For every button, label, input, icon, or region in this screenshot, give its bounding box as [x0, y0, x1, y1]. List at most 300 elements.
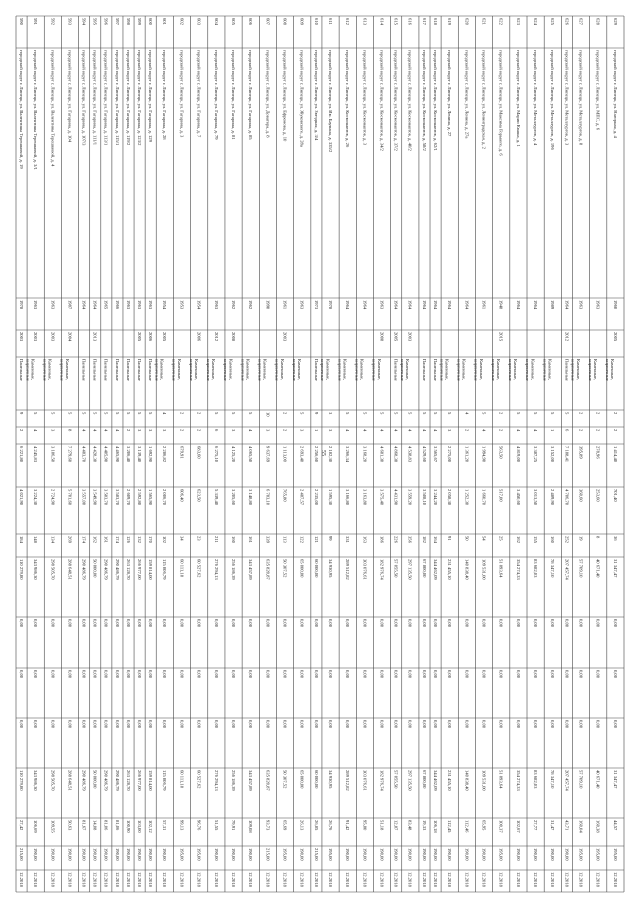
cell-cost-per-sqm: 109,08: [248, 820, 254, 833]
cell-no: 621: [481, 18, 487, 25]
cell-residents: 356: [407, 536, 413, 543]
cell-cost-other: 0,00: [265, 720, 271, 729]
cell-year-built: 1963: [213, 300, 219, 310]
cell-wall-material: Панельные: [432, 359, 438, 381]
cell-max-cost-per-sqm: 190,00: [393, 848, 399, 861]
cell-cost-owner: 0,00: [362, 670, 368, 679]
cell-cost-fund: 0,00: [550, 619, 556, 628]
cell-deadline: 12.2018: [125, 872, 131, 887]
cell-cost-owner-total: 140 838,40: [464, 770, 470, 791]
cell-total-area: 4 125,20: [230, 446, 236, 463]
cell-cost-owner-total: 109 531,00: [481, 770, 487, 791]
cell-wall-material: Панельные: [103, 359, 109, 381]
cell-address: городской округ г. Липецк, ул. Ленинградская, д. 2: [481, 50, 487, 149]
cell-residents: 252: [564, 536, 570, 543]
table-row: [114, 18, 120, 888]
cell-cost-other: 0,00: [532, 720, 538, 729]
cell-address: городской округ г. Липецк, ул. Нагорная, д. 4: [612, 50, 618, 138]
cell-residents: 102: [162, 536, 168, 543]
cell-max-cost-per-sqm: 190,00: [125, 848, 131, 861]
cell-no: 623: [515, 18, 521, 25]
cell-cost-owner-total: 256 186,39: [230, 770, 236, 791]
cell-floors: 5: [550, 412, 556, 415]
cell-total-area: 2 275,00: [447, 446, 453, 463]
cell-floors: 3: [327, 412, 333, 415]
table-row: [563, 18, 569, 888]
cell-total-area: 3 139,40: [136, 446, 142, 463]
cell-cost-owner: 0,00: [196, 670, 202, 679]
cell-address: городской округ г. Липецк, ул. Жуковского, д. 28а: [299, 50, 305, 147]
cell-wall-material: Каменные,кирпичные: [25, 359, 36, 381]
cell-deadline: 12.2018: [407, 872, 413, 887]
cell-cost-per-sqm: 112,46: [464, 820, 470, 833]
cell-cost-owner-total: 289 512,82: [345, 770, 351, 791]
cell-total-area: 4 529,60: [421, 446, 427, 463]
cell-deadline: 12.2018: [550, 872, 556, 887]
cell-year-renovated: 2003: [33, 332, 39, 342]
cell-living-area: 1 252,30: [464, 489, 470, 506]
cell-deadline: 12.2018: [265, 872, 271, 887]
cell-cost-owner-total: 60 111,18: [179, 770, 185, 789]
cell-residents: 99: [327, 536, 333, 541]
cell-living-area: 2 058,30: [447, 489, 453, 506]
cell-deadline: 12.2018: [282, 872, 288, 887]
cell-floors: 9: [313, 412, 319, 415]
cell-max-cost-per-sqm: 190,00: [550, 848, 556, 861]
cell-year-built: 1978: [18, 300, 24, 310]
cell-address: городской округ г. Липецк, ул. Гагарина, д. 107/3: [81, 50, 87, 146]
cell-deadline: 12.2018: [447, 872, 453, 887]
cell-cost-per-sqm: 81,06: [114, 820, 120, 831]
cell-cost-owner: 0,00: [550, 670, 556, 679]
cell-living-area: 2 489,90: [550, 489, 556, 506]
cell-living-area: 2 235,00: [313, 489, 319, 506]
cell-residents: 50: [464, 536, 470, 541]
cell-cost-total: 51 893,64: [498, 559, 504, 578]
cell-cost-owner-total: 344 462,09: [432, 770, 438, 791]
cell-cost-owner: 0,00: [515, 670, 521, 679]
cell-year-built: 1966: [114, 300, 120, 310]
cell-living-area: 765,80: [282, 489, 288, 502]
cell-no: 624: [532, 18, 538, 25]
cell-cost-other: 0,00: [282, 720, 288, 729]
cell-cost-fund: 0,00: [432, 619, 438, 628]
cell-cost-per-sqm: 81,06: [103, 820, 109, 831]
cell-cost-owner: 0,00: [162, 670, 168, 679]
cell-living-area: 2 592,80: [136, 489, 142, 506]
cell-floors: 5: [515, 412, 521, 415]
cell-total-area: 4 681,30: [379, 446, 385, 463]
cell-year-renovated: 2012: [564, 332, 570, 342]
cell-address: городской округ г. Липецк, ул. Гагарина, д. 113/1: [103, 50, 109, 146]
cell-cost-fund: 0,00: [148, 619, 154, 628]
cell-living-area: 606,40: [179, 489, 185, 502]
cell-entrances: 2: [196, 429, 202, 432]
cell-floors: 5: [114, 412, 120, 415]
cell-max-cost-per-sqm: 190,00: [421, 848, 427, 861]
cell-no: 622: [498, 18, 504, 25]
cell-entrances: 3: [50, 429, 56, 432]
cell-wall-material: Каменные,кирпичные: [399, 359, 411, 381]
cell-address: городской округ г. Липецк, ул. Гагарина, д. 119/2: [125, 50, 131, 146]
cell-floors: 5: [379, 412, 385, 415]
cell-entrances: 4: [362, 429, 368, 432]
cell-no: 599: [136, 18, 142, 25]
cell-year-renovated: 2006: [196, 332, 202, 342]
cell-entrances: 3: [230, 429, 236, 432]
cell-entrances: 4: [432, 429, 438, 432]
cell-living-area: 3 508,10: [421, 489, 427, 506]
cell-cost-per-sqm: 65,69: [282, 820, 288, 831]
cell-residents: 134: [50, 536, 56, 543]
cell-cost-fund: 0,00: [421, 619, 427, 628]
cell-cost-per-sqm: 91,42: [345, 820, 351, 831]
cell-deadline: 12.2018: [578, 872, 584, 887]
cell-address: городской округ г. Липецк, ул. Космонавтов, д. 58/2: [421, 50, 427, 151]
cell-living-area: 3 166,80: [345, 489, 351, 506]
cell-address: городской округ г. Липецк, ул. Гагарина, д. 123/2: [136, 50, 142, 146]
cell-no: 593: [67, 18, 73, 25]
cell-address: городской округ г. Липецк, ул. Гагарина, д. 111/1: [92, 50, 98, 146]
cell-wall-material: Каменные,кирпичные: [473, 359, 484, 381]
cell-wall-material: Каменные,кирпичные: [188, 359, 199, 381]
table-row: [103, 18, 109, 888]
cell-wall-material: Панельные: [148, 359, 154, 381]
cell-no: 591: [33, 18, 39, 25]
cell-cost-owner: 0,00: [248, 670, 254, 679]
cell-deadline: 12.2018: [92, 872, 98, 887]
cell-year-renovated: 2015: [498, 332, 504, 342]
cell-cost-per-sqm: 95,80: [362, 820, 368, 831]
cell-cost-total: 60 111,18: [179, 559, 185, 578]
cell-cost-fund: 0,00: [532, 619, 538, 628]
cell-living-area: 4 431,90: [393, 489, 399, 506]
cell-cost-total: 67 800,00: [421, 559, 427, 578]
cell-floors: 5: [532, 412, 538, 415]
cell-floors: 5: [136, 412, 142, 415]
cell-no: 610: [313, 18, 319, 25]
cell-cost-per-sqm: 109,55: [50, 820, 56, 833]
cell-cost-other: 0,00: [248, 720, 254, 729]
cell-year-built: 1962: [230, 300, 236, 310]
cell-max-cost-per-sqm: 190,00: [345, 848, 351, 861]
cell-living-area: 5 701,60: [67, 489, 73, 506]
cell-cost-owner: 0,00: [125, 670, 131, 679]
cell-max-cost-per-sqm: 195,00: [179, 848, 185, 861]
cell-wall-material: Панельные: [313, 359, 319, 381]
cell-living-area: 3 148,80: [248, 489, 254, 506]
cell-cost-total: 303 076,61: [362, 559, 368, 580]
cell-cost-owner: 0,00: [564, 670, 570, 679]
cell-cost-total: 109 531,00: [481, 559, 487, 580]
cell-cost-owner-total: 115 006,79: [162, 770, 168, 791]
cell-entrances: 4: [81, 429, 87, 432]
cell-cost-fund: 0,00: [18, 619, 24, 628]
cell-cost-owner-total: 78 347,10: [550, 770, 556, 789]
cell-max-cost-per-sqm: 190,00: [92, 848, 98, 861]
cell-entrances: 6: [564, 429, 570, 432]
cell-entrances: 2: [125, 429, 131, 432]
cell-year-built: 1960: [612, 300, 618, 310]
cell-cost-fund: 0,00: [393, 619, 399, 628]
cell-cost-total: 343 986,30: [33, 559, 39, 580]
cell-year-built: 1963: [50, 300, 56, 310]
cell-deadline: 12.2018: [421, 872, 427, 887]
cell-cost-per-sqm: 102,12: [148, 820, 154, 833]
cell-total-area: 7 279,60: [67, 446, 73, 463]
cell-wall-material: Каменные,кирпичные: [525, 359, 536, 381]
cell-living-area: 6 783,10: [265, 489, 271, 506]
cell-cost-owner: 0,00: [299, 670, 305, 679]
cell-deadline: 12.2018: [612, 872, 618, 887]
cell-cost-owner-total: 31 347,47: [612, 770, 618, 789]
cell-max-cost-per-sqm: 190,00: [81, 848, 87, 861]
cell-cost-fund: 0,00: [299, 619, 305, 628]
cell-year-built: 1964: [92, 300, 98, 310]
cell-year-renovated: 2003: [18, 332, 24, 342]
cell-address: городской округ г. Липецк, ул. Космонавтов, д. 34/2: [379, 50, 385, 151]
cell-year-built: 1961: [481, 300, 487, 310]
cell-total-area: 3 387,25: [532, 446, 538, 463]
cell-deadline: 12.2018: [564, 872, 570, 887]
cell-total-area: 1 692,90: [148, 446, 154, 463]
cell-no: 620: [464, 18, 470, 25]
cell-deadline: 12.2018: [67, 872, 73, 887]
cell-cost-owner-total: 67 800,00: [421, 770, 427, 789]
cell-entrances: 3: [136, 429, 142, 432]
cell-total-area: 4 405,90: [103, 446, 109, 463]
cell-address: городской округ г. Липецк, ул. Металлургов, д. 3: [564, 50, 570, 146]
cell-year-renovated: 2003: [407, 332, 413, 342]
cell-cost-total: 288 648,51: [67, 559, 73, 580]
cell-cost-fund: 0,00: [515, 619, 521, 628]
cell-cost-per-sqm: 160,38: [595, 820, 601, 833]
cell-max-cost-per-sqm: 190,00: [447, 848, 453, 861]
cell-cost-fund: 0,00: [230, 619, 236, 628]
cell-year-built: 1963: [578, 300, 584, 310]
cell-deadline: 12.2018: [345, 872, 351, 887]
cell-living-area: 2 006,70: [162, 489, 168, 506]
cell-floors: 5: [103, 412, 109, 415]
cell-total-area: 4 465,90: [114, 446, 120, 463]
cell-address: городской округ г. Липецк, ул. Космонавтов, д. 40/2: [407, 50, 413, 151]
table-row: [313, 18, 319, 888]
cell-wall-material: Каменные,кирпичные: [205, 359, 217, 381]
cell-address: городской округ г. Липецк, ул. Гагарина, д. 115/1: [114, 50, 120, 146]
cell-entrances: 4: [103, 429, 109, 432]
cell-entrances: 3: [265, 429, 271, 432]
cell-deadline: 12.2018: [114, 872, 120, 887]
cell-no: 618: [432, 18, 438, 25]
cell-deadline: 12.2018: [464, 872, 470, 887]
cell-cost-per-sqm: 79,91: [230, 820, 236, 831]
cell-living-area: 5 339,40: [213, 489, 219, 506]
cell-cost-other: 0,00: [125, 720, 131, 729]
cell-cost-other: 0,00: [18, 720, 24, 729]
cell-address: городской округ г. Липецк, ул. Максима Горького, д. 6: [498, 50, 504, 156]
cell-cost-owner: 0,00: [265, 670, 271, 679]
cell-cost-other: 0,00: [114, 720, 120, 729]
cell-total-area: 1 994,90: [481, 446, 487, 463]
cell-residents: 339: [265, 536, 271, 543]
cell-entrances: 3: [447, 429, 453, 432]
cell-cost-owner: 0,00: [282, 670, 288, 679]
cell-cost-fund: 0,00: [67, 619, 73, 628]
cell-cost-owner-total: 182 976,74: [379, 770, 385, 791]
cell-cost-owner: 0,00: [612, 670, 618, 679]
cell-year-built: 1963: [299, 300, 305, 310]
cell-no: 597: [114, 18, 120, 25]
cell-floors: 10: [265, 412, 271, 417]
cell-no: 628: [595, 18, 601, 25]
cell-total-area: 563,50: [498, 446, 504, 459]
cell-cost-owner: 0,00: [421, 670, 427, 679]
cell-cost-owner: 0,00: [114, 670, 120, 679]
cell-cost-other: 0,00: [464, 720, 470, 729]
cell-cost-total: 60 000,00: [313, 559, 319, 578]
cell-cost-total: 256 186,39: [230, 559, 236, 580]
cell-cost-owner-total: 51 893,64: [498, 770, 504, 789]
cell-no: 594: [81, 18, 87, 25]
cell-entrances: 4: [33, 429, 39, 432]
cell-cost-owner-total: 290 486,79: [81, 770, 87, 791]
cell-no: 596: [103, 18, 109, 25]
cell-max-cost-per-sqm: 190,00: [362, 848, 368, 861]
cell-total-area: 3 206,40: [125, 446, 131, 463]
cell-residents: 162: [92, 536, 98, 543]
cell-year-renovated: 2005: [393, 332, 399, 342]
cell-deadline: 12.2018: [595, 872, 601, 887]
cell-cost-owner: 0,00: [81, 670, 87, 679]
cell-deadline: 12.2018: [50, 872, 56, 887]
cell-wall-material: Каменные,кирпичные: [508, 359, 519, 381]
table-row: [92, 18, 98, 888]
cell-cost-per-sqm: 26,76: [327, 820, 333, 831]
cell-cost-owner: 0,00: [447, 670, 453, 679]
cell-cost-total: 83 682,03: [532, 559, 538, 578]
cell-deadline: 12.2018: [136, 872, 142, 887]
cell-wall-material: Каменные,кирпичные: [570, 359, 581, 381]
cell-address: городской округ г. Липецк, ул. Им. Баумана, д. 335/2: [327, 50, 333, 153]
cell-entrances: 4: [114, 429, 120, 432]
cell-cost-fund: 0,00: [81, 619, 87, 628]
cell-cost-other: 0,00: [432, 720, 438, 729]
cell-year-renovated: 2006: [148, 332, 154, 342]
cell-cost-per-sqm: 43,71: [564, 820, 570, 831]
cell-no: 607: [265, 18, 271, 25]
cell-year-built: 1963: [125, 300, 131, 310]
cell-residents: 91: [447, 536, 453, 541]
cell-cost-other: 0,00: [67, 720, 73, 729]
cell-cost-owner-total: 290 486,79: [114, 770, 120, 791]
cell-wall-material: Панельные: [421, 359, 427, 381]
cell-total-area: 1 113,00: [282, 446, 288, 462]
cell-cost-owner: 0,00: [33, 670, 39, 679]
cell-residents: 164: [432, 536, 438, 543]
cell-cost-owner-total: 60 527,62: [196, 770, 202, 789]
cell-cost-owner-total: 354 274,33: [515, 770, 521, 791]
cell-cost-owner: 0,00: [532, 670, 538, 679]
cell-cost-owner-total: 57 709,10: [578, 770, 584, 789]
cell-year-renovated: 2005: [612, 332, 618, 342]
cell-cost-other: 0,00: [213, 720, 219, 729]
cell-cost-fund: 0,00: [327, 619, 333, 628]
cell-cost-total: 60 527,62: [196, 559, 202, 578]
cell-wall-material: Каменные,кирпичные: [542, 359, 553, 381]
cell-year-built: 1962: [248, 300, 254, 310]
cell-year-built: 1964: [432, 300, 438, 310]
cell-cost-fund: 0,00: [213, 619, 219, 628]
cell-total-area: 3 565,67: [432, 446, 438, 463]
cell-cost-other: 0,00: [612, 720, 618, 729]
cell-max-cost-per-sqm: 195,00: [196, 848, 202, 861]
cell-cost-fund: 0,00: [114, 619, 120, 628]
cell-residents: 160: [550, 536, 556, 543]
cell-cost-per-sqm: 83,48: [407, 820, 413, 831]
cell-total-area: 3 186,50: [50, 446, 56, 463]
cell-floors: 2: [498, 412, 504, 415]
cell-entrances: 4: [421, 429, 427, 432]
cell-max-cost-per-sqm: 195,00: [282, 848, 288, 861]
cell-cost-other: 0,00: [313, 720, 319, 729]
cell-year-built: 1963: [136, 300, 142, 310]
cell-living-area: 2 609,70: [125, 489, 131, 506]
cell-cost-fund: 0,00: [33, 619, 39, 628]
cell-cost-other: 0,00: [50, 720, 56, 729]
cell-max-cost-per-sqm: 190,00: [230, 848, 236, 861]
cell-no: 617: [421, 18, 427, 25]
cell-residents: 163: [362, 536, 368, 543]
cell-floors: 2: [578, 412, 584, 415]
cell-cost-owner: 0,00: [67, 670, 73, 679]
cell-residents: 211: [213, 536, 219, 543]
cell-cost-owner-total: 231 455,10: [447, 770, 453, 791]
cell-residents: 34: [179, 536, 185, 541]
cell-floors: 5: [447, 412, 453, 415]
cell-living-area: 3 575,40: [379, 489, 385, 506]
cell-deadline: 12.2018: [327, 872, 333, 887]
cell-floors: 2: [612, 412, 618, 415]
cell-year-renovated: 2003: [282, 332, 288, 342]
cell-cost-owner: 0,00: [379, 670, 385, 679]
cell-entrances: 2: [612, 429, 618, 432]
cell-residents: 174: [81, 536, 87, 543]
cell-total-area: 4 245,83: [33, 446, 39, 463]
cell-year-built: 1964: [421, 300, 427, 310]
cell-cost-total: 140 838,40: [464, 559, 470, 580]
cell-residents: 161: [248, 536, 254, 543]
cell-total-area: 3 152,00: [550, 446, 556, 463]
cell-cost-fund: 0,00: [481, 619, 487, 628]
cell-entrances: 4: [248, 429, 254, 432]
cell-residents: 170: [148, 536, 154, 543]
cell-max-cost-per-sqm: 190,00: [407, 848, 413, 861]
cell-wall-material: Панельные: [114, 359, 120, 381]
cell-total-area: 2 256,60: [313, 446, 319, 463]
table-row: [81, 18, 87, 888]
cell-cost-owner: 0,00: [407, 670, 413, 679]
cell-cost-fund: 0,00: [379, 619, 385, 628]
cell-residents: 54: [481, 536, 487, 541]
cell-cost-other: 0,00: [81, 720, 87, 729]
cell-deadline: 12.2018: [532, 872, 538, 887]
cell-cost-owner: 0,00: [464, 670, 470, 679]
cell-total-area: 4 538,83: [407, 446, 413, 463]
cell-entrances: 4: [407, 429, 413, 432]
cell-cost-other: 0,00: [230, 720, 236, 729]
cell-year-built: 1954: [196, 300, 202, 310]
cell-no: 619: [447, 18, 453, 25]
